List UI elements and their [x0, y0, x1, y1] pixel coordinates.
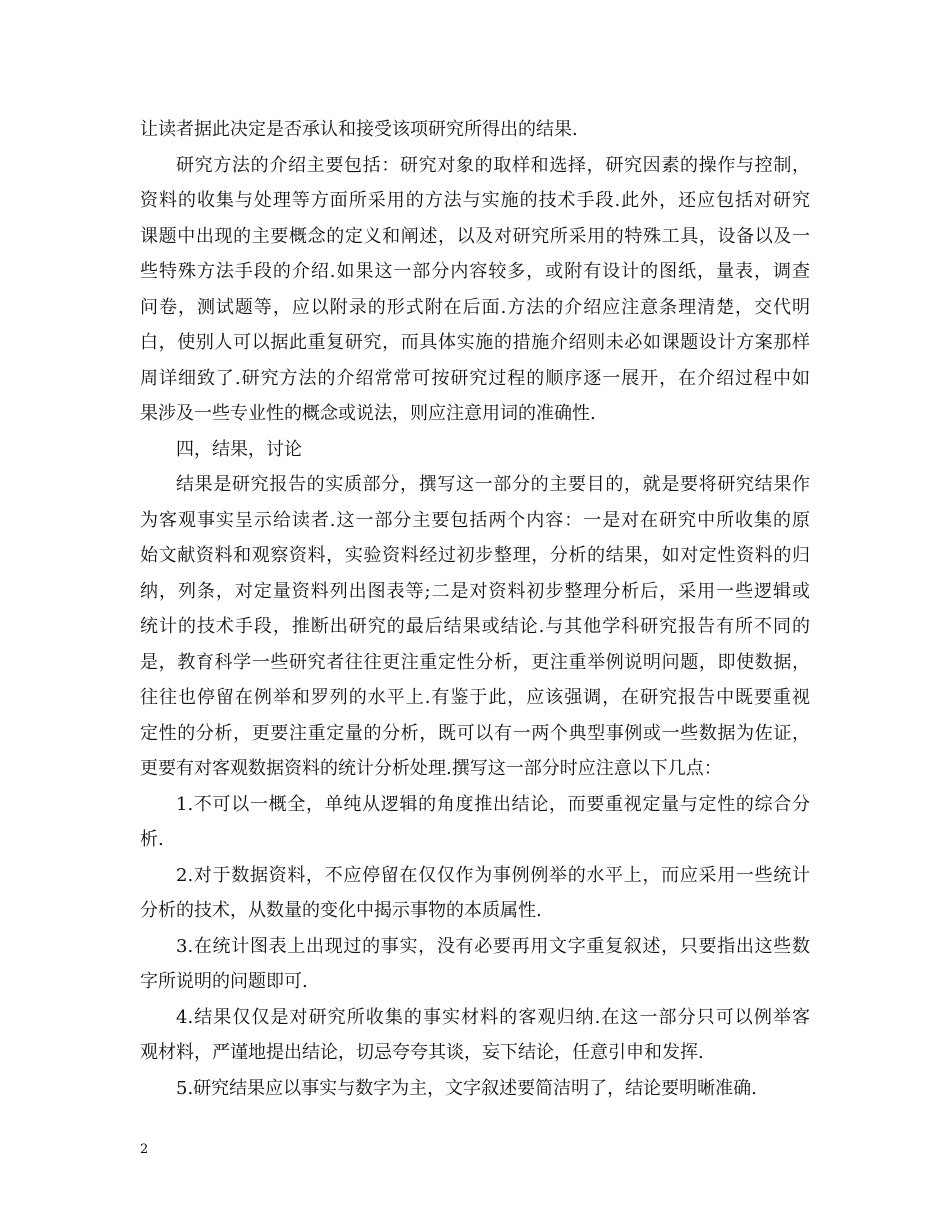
text-line: 些特殊方法手段的介绍.如果这一部分内容较多，或附有设计的图纸，量表，调查 — [140, 261, 810, 282]
text-line: 白，使别人可以据此重复研究，而具体实施的措施介绍则未必如课题设计方案那样 — [140, 332, 810, 353]
text-line: 是，教育科学一些研究者往往更注重定性分析，更注重举例说明问题，即使数据， — [140, 651, 810, 673]
text-line: 始文献资料和观察资料，实验资料经过初步整理，分析的结果，如对定性资料的归 — [140, 545, 810, 566]
text-line: 析. — [140, 829, 164, 850]
list-item: 1.不可以一概全，单纯从逻辑的角度推出结论，而要重视定量与定性的综合分 — [176, 793, 810, 815]
text-line: 让读者据此决定是否承认和接受该项研究所得出的结果. — [140, 119, 578, 140]
list-item: 3.在统计图表上出现过的事实，没有必要再用文字重复叙述，只要指出这些数 — [176, 935, 810, 957]
text-line: 纳，列条，对定量资料列出图表等;二是对资料初步整理分析后，采用一些逻辑或 — [140, 580, 810, 602]
text-line: 研究方法的介绍主要包括：研究对象的取样和选择，研究因素的操作与控制， — [176, 154, 810, 176]
text-line: 分析的技术，从数量的变化中揭示事物的本质属性. — [140, 900, 542, 921]
page-number: 2 — [140, 1142, 149, 1157]
text-line: 周详细致了.研究方法的介绍常常可按研究过程的顺序逐一展开，在介绍过程中如 — [140, 367, 810, 389]
text-line: 更要有对客观数据资料的统计分析处理.撰写这一部分时应注意以下几点： — [140, 758, 722, 779]
text-line: 字所说明的问题即可. — [140, 971, 308, 992]
list-item: 4.结果仅仅是对研究所收集的事实材料的客观归纳.在这一部分只可以例举客 — [176, 1006, 810, 1028]
text-line: 往往也停留在例举和罗列的水平上.有鉴于此，应该强调，在研究报告中既要重视 — [140, 687, 810, 708]
text-line: 问卷，测试题等，应以附录的形式附在后面.方法的介绍应注意条理清楚，交代明 — [140, 296, 810, 318]
list-item: 5.研究结果应以事实与数字为主，文字叙述要简洁明了，结论要明晰准确. — [176, 1077, 757, 1099]
text-line: 结果是研究报告的实质部分，撰写这一部分的主要目的，就是要将研究结果作 — [176, 474, 810, 495]
text-line: 课题中出现的主要概念的定义和阐述，以及对研究所采用的特殊工具，设备以及一 — [140, 225, 810, 247]
text-line: 资料的收集与处理等方面所采用的方法与实施的技术手段.此外，还应包括对研究 — [140, 190, 810, 211]
text-line: 为客观事实呈示给读者.这一部分主要包括两个内容：一是对在研究中所收集的原 — [140, 509, 810, 531]
document-body — [140, 112, 810, 1106]
list-item: 2.对于数据资料，不应停留在仅仅作为事例例举的水平上，而应采用一些统计 — [176, 864, 810, 886]
text-line: 果涉及一些专业性的概念或说法，则应注意用词的准确性. — [140, 403, 596, 424]
section-heading: 四，结果，讨论 — [176, 438, 302, 460]
text-line: 定性的分析，更要注重定量的分析，既可以有一两个典型事例或一些数据为佐证， — [140, 722, 810, 744]
text-line: 观材料，严谨地提出结论，切忌夸夸其谈，妄下结论，任意引申和发挥. — [140, 1042, 704, 1063]
text-line: 统计的技术手段，推断出研究的最后结果或结论.与其他学科研究报告有所不同的 — [140, 616, 810, 637]
